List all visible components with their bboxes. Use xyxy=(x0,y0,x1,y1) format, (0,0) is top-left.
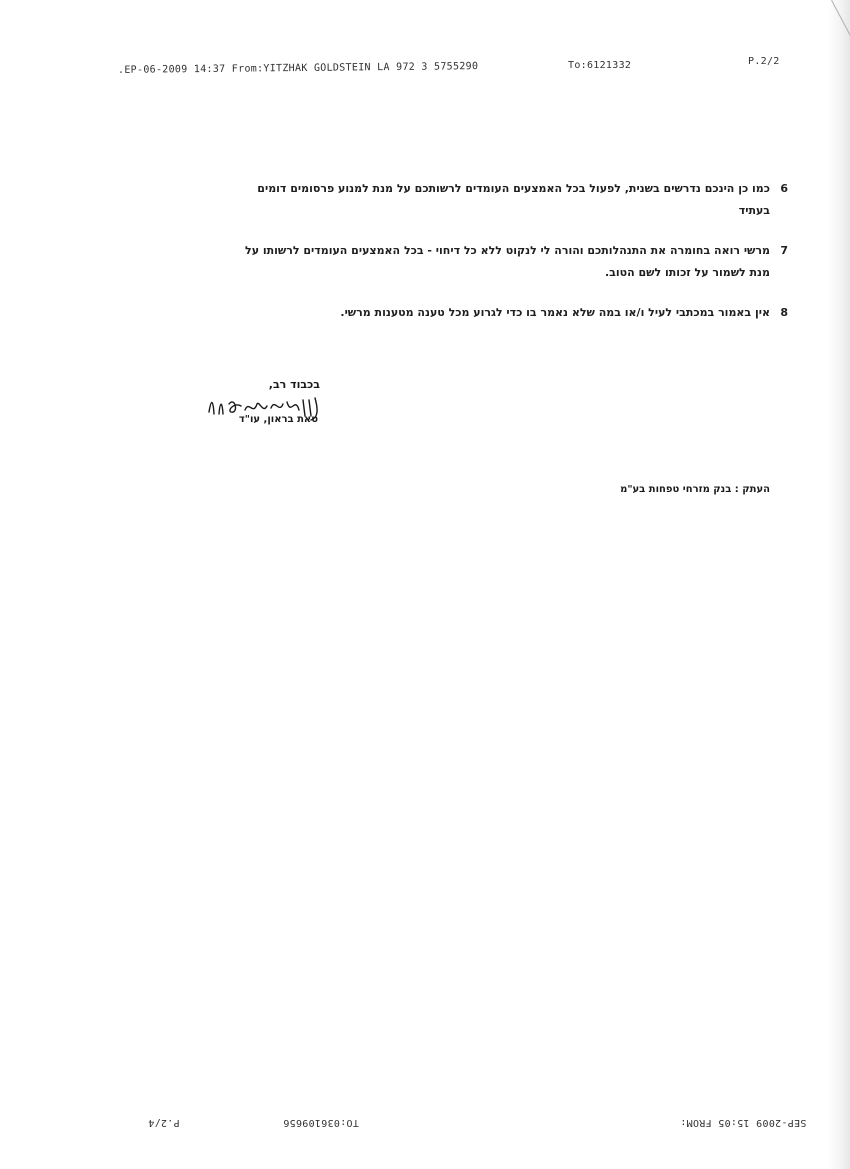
letter-item-8 xyxy=(170,302,788,324)
closing-greeting: בכבוד רב, xyxy=(268,378,320,391)
item-line: בעתיד xyxy=(738,204,770,217)
copy-recipient: העתק : בנק מזרחי טפחות בע"מ xyxy=(620,484,770,495)
fax-footer-recipient: TO:036109656 xyxy=(283,1117,359,1128)
fax-header-sender: .EP-06-2009 14:37 From:YITZHAK GOLDSTEIN LA 972 3 5755290 xyxy=(117,61,479,76)
item-line: אין באמור במכתבי לעיל ו/או במה שלא נאמר בו כדי לגרוע מכל טענה מטענות מרשי. xyxy=(340,306,770,319)
page-edge xyxy=(828,0,850,1169)
item-line: מנת לשמור על זכותו לשם הטוב. xyxy=(605,266,770,279)
signer-name: טאת בראון, עו"ד xyxy=(238,414,318,425)
item-number: 6 xyxy=(780,182,788,195)
fax-header-page: P.2/2 xyxy=(748,56,780,67)
letter-item-7 xyxy=(170,240,788,284)
item-line: כמו כן הינכם נדרשים בשנית, לפעול בכל האמצעים העומדים לרשותכם על מנת למנוע פרסומים דומים xyxy=(257,182,770,195)
item-number: 7 xyxy=(780,244,788,257)
item-line: מרשי רואה בחומרה את התנהלותכם והורה לי לנקוט ללא כל דיחוי - בכל האמצעים העומדים לרשותו על xyxy=(245,244,770,257)
fax-footer-sender: SEP-2009 15:05 FROM: xyxy=(680,1117,807,1128)
fax-footer-page: P.2/4 xyxy=(148,1117,180,1128)
letter-item-6 xyxy=(170,178,788,222)
item-number: 8 xyxy=(780,306,788,319)
fax-header-recipient: To:6121332 xyxy=(568,60,632,71)
